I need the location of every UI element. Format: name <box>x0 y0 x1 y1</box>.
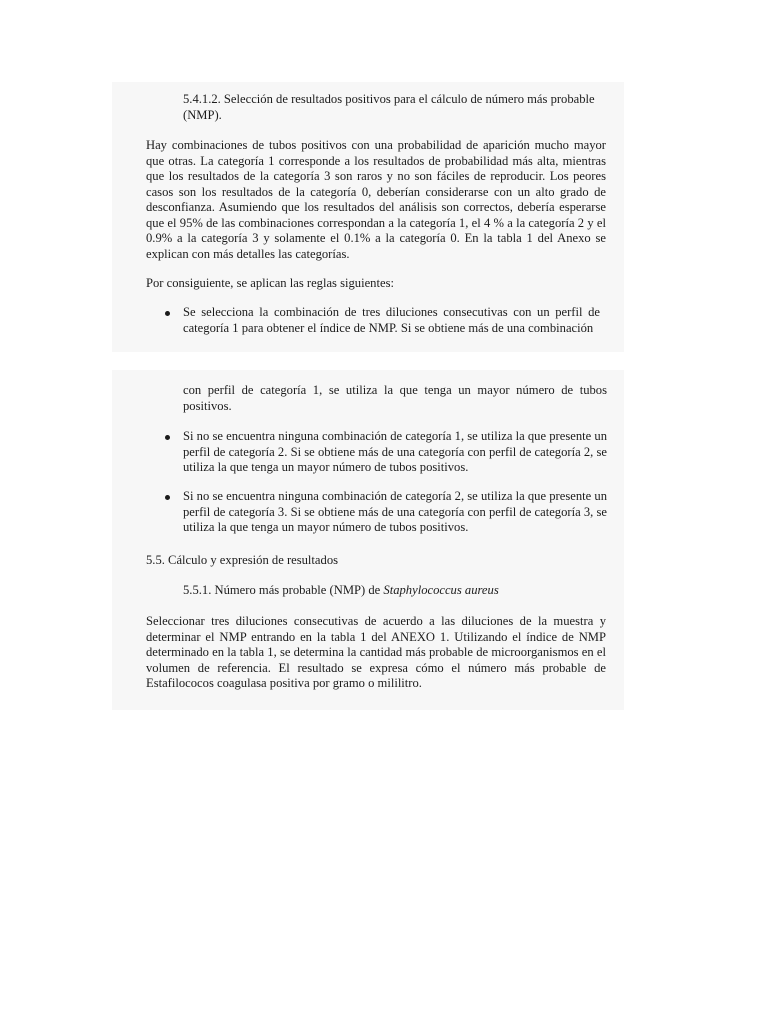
bullet-item-1: Se selecciona la combinación de tres diluciones consecutivas con un perfil de categoría 1 para obtener el índice de NMP. Si se obtiene más de una combinación <box>183 305 600 335</box>
bullet-item-2: Si no se encuentra ninguna combinación de categoría 1, se utiliza la que presente un perfil de categoría 2. Si se obtiene más de una categoría con perfil de categoría 2, se utiliza la que tenga un mayor número de tubos positivos. <box>183 429 607 474</box>
bullet-item-3: Si no se encuentra ninguna combinación de categoría 2, se utiliza la que presente un perfil de categoría 3. Si se obtiene más de una categoría con perfil de categoría 3, se utiliza la que tenga un mayor número de tubos positivos. <box>183 489 607 534</box>
paragraph-rules-intro: Por consiguiente, se aplican las reglas siguientes: <box>146 276 394 290</box>
section-heading-5-4-1-2: 5.4.1.2. Selección de resultados positivos para el cálculo de número más probable (NMP). <box>183 92 595 122</box>
bullet-icon <box>165 495 170 500</box>
bullet-icon <box>165 311 170 316</box>
paragraph-categories: Hay combinaciones de tubos positivos con una probabilidad de aparición mucho mayor que otras. La categoría 1 corresponde a los resultados de probabilidad más alta, mientras que los resultados de la categoría 3 son raros y no son fáciles de reproducir. Los peores casos son los resultados de la categoría 0, deberían considerarse con un alto grado de desconfianza. Asumiendo que los resultados del análisis son correctos, debería esperarse que el 95% de las combinaciones correspondan a la categoría 1, el 4 % a la categoría 2 y el 0.9% a la categoría 3 y solamente el 0.1% a la categoría 0. En la tabla 1 del Anexo se explican con más detalles las categorías. <box>146 138 606 261</box>
heading-prefix: 5.5.1. Número más probable (NMP) de <box>183 583 384 597</box>
paragraph-nmp-calculation: Seleccionar tres diluciones consecutivas de acuerdo a las diluciones de la muestra y determinar el NMP entrando en la tabla 1 del ANEXO 1. Utilizando el índice de NMP determinado en la tabla 1, se determina la cantidad más probable de microorganismos en el volumen de referencia. El resultado se expresa cómo el número más probable de Estafilococos coagulasa positiva por gramo o mililitro. <box>146 614 606 690</box>
bullet-item-1-continuation: con perfil de categoría 1, se utiliza la que tenga un mayor número de tubos positivos. <box>183 383 607 413</box>
organism-name: Staphylococcus aureus <box>383 583 499 597</box>
section-heading-5-5-1 <box>183 583 603 599</box>
section-heading-5-5: 5.5. Cálculo y expresión de resultados <box>146 553 339 567</box>
bullet-icon <box>165 435 170 440</box>
